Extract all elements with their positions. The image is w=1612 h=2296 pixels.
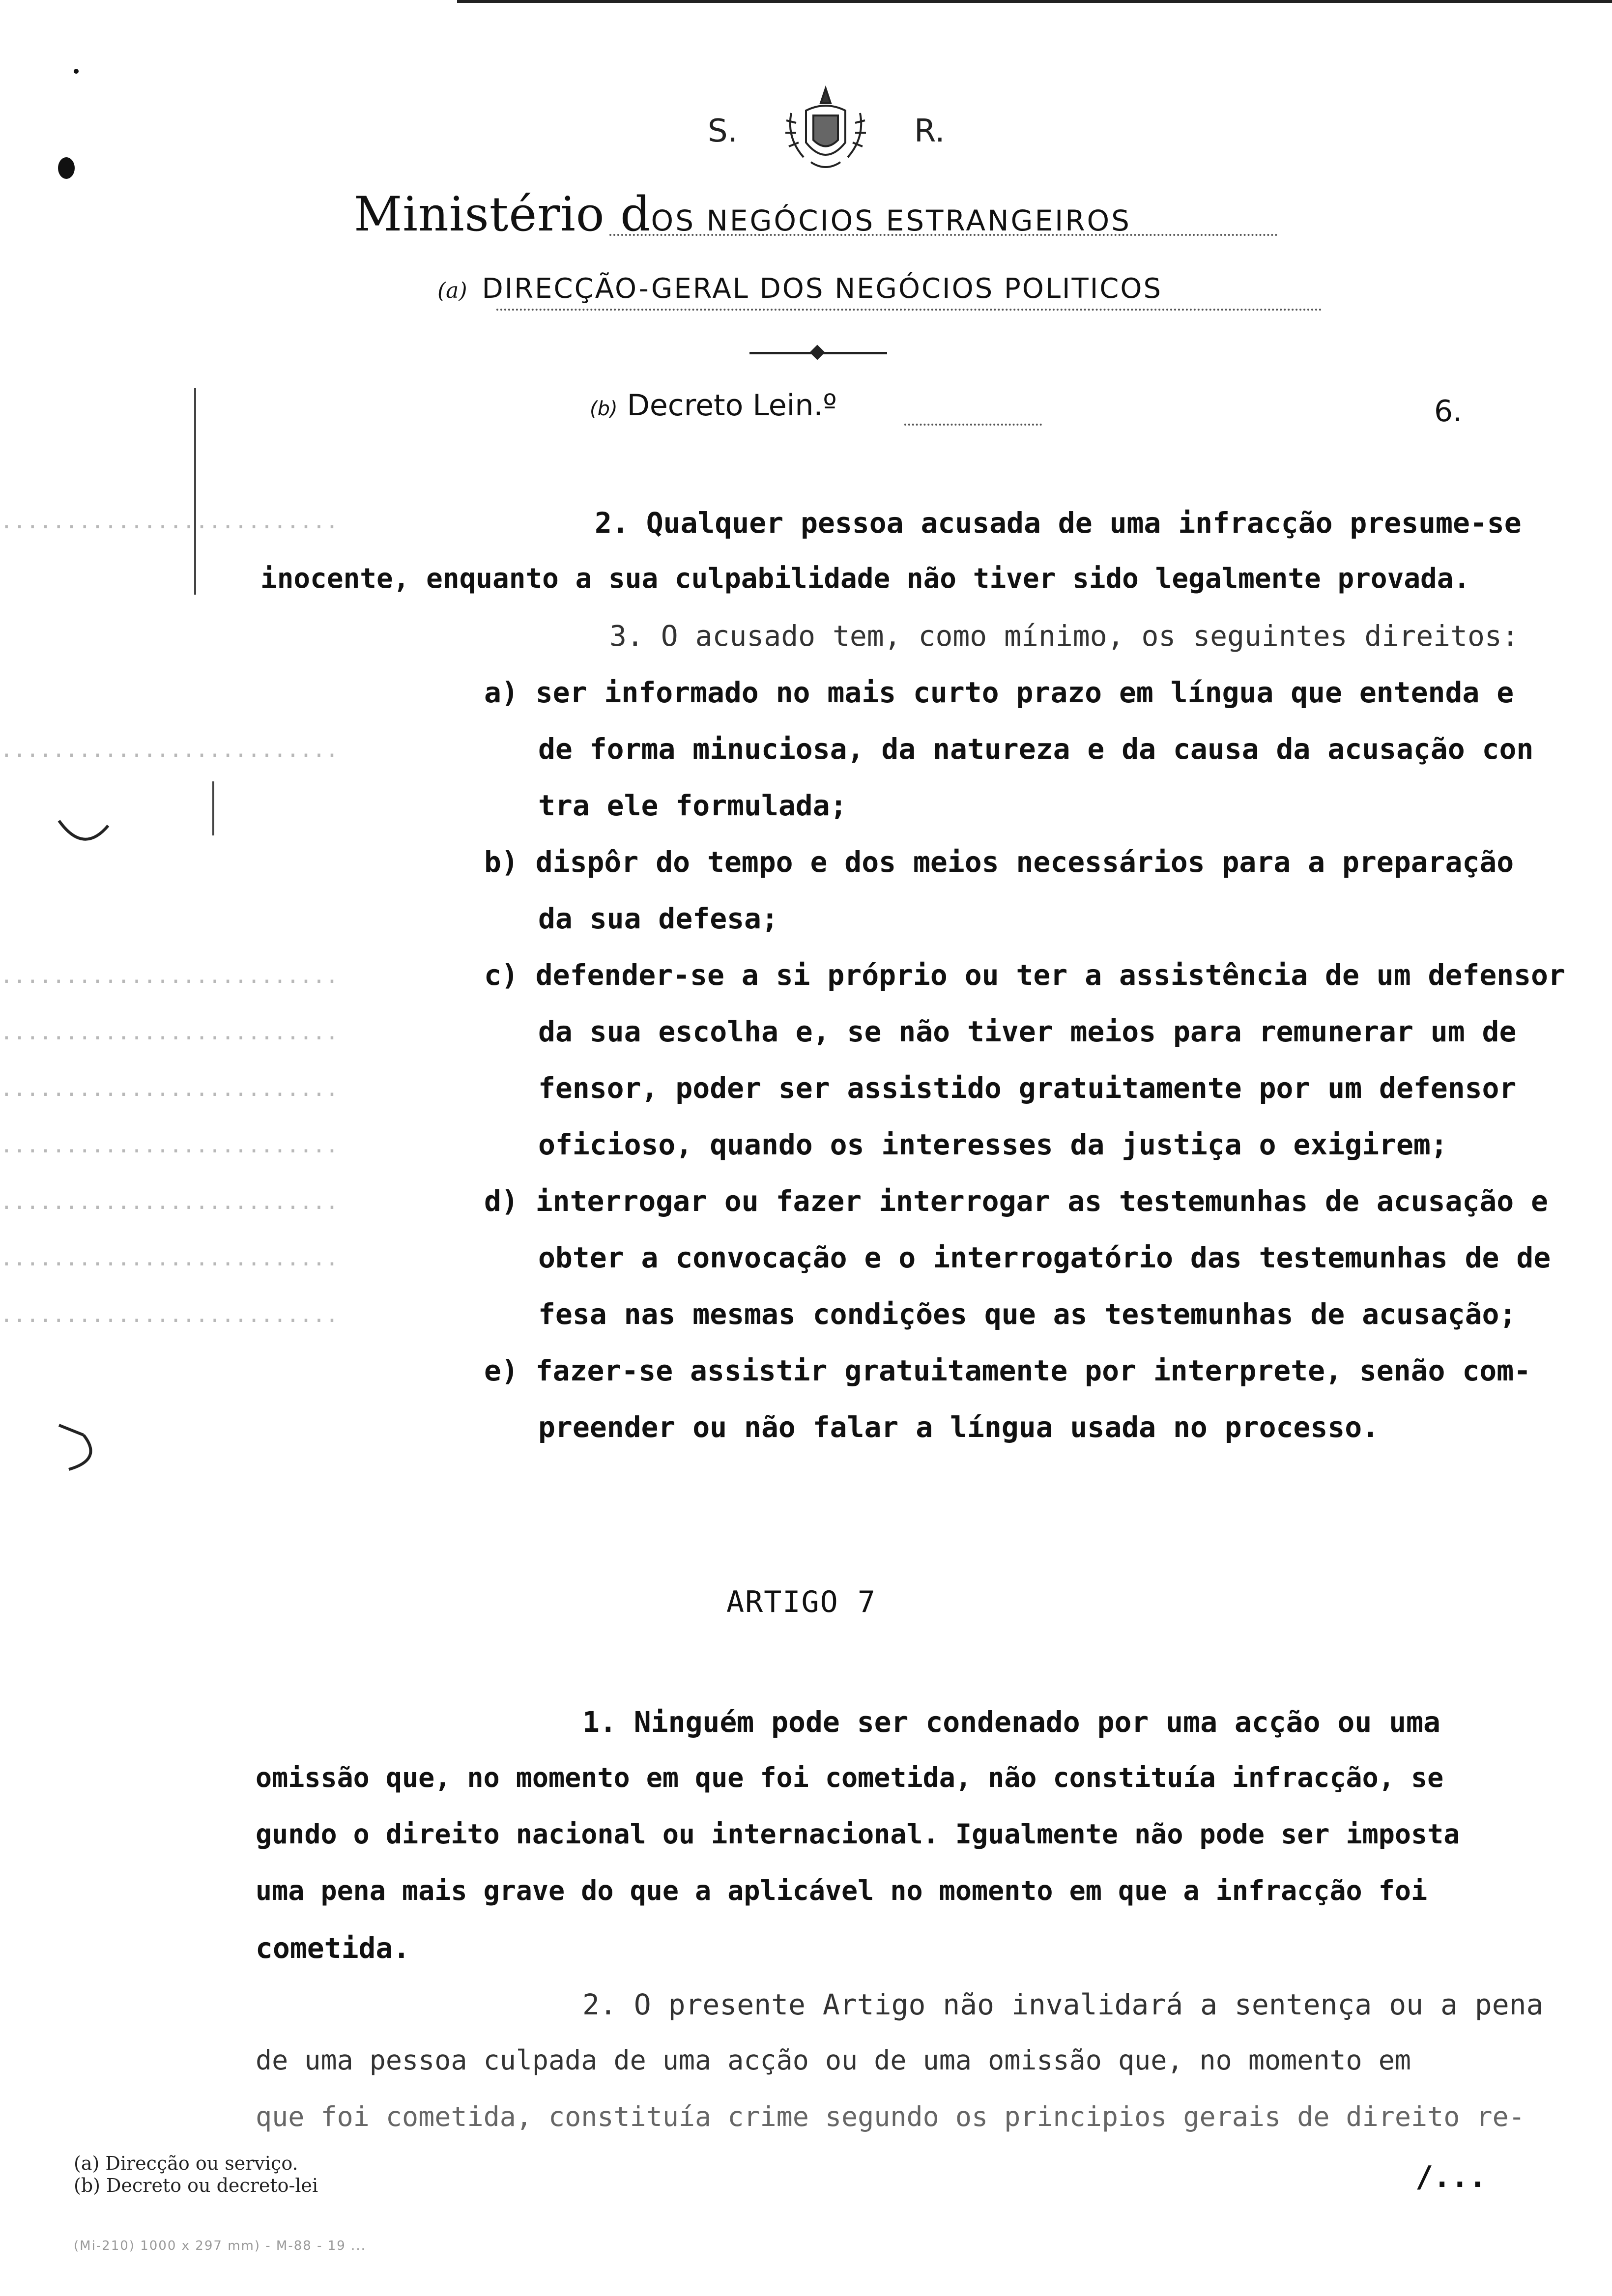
body-line: 3. O acusado tem, como mínimo, os seguintes direitos: xyxy=(609,619,1519,653)
body-line: de uma pessoa culpada de uma acção ou de uma omissão que, no momento em xyxy=(256,2044,1411,2076)
letterhead-s: S. xyxy=(708,113,738,149)
ministry-word: Ministério d xyxy=(354,187,651,242)
bleed-through-text: .......................... xyxy=(0,1133,339,1158)
decreto-line xyxy=(590,388,837,423)
dotted-line xyxy=(496,309,1322,311)
coat-of-arms-icon xyxy=(777,84,875,177)
body-line: c) defender-se a si próprio ou ter a assistência de um defensor xyxy=(484,958,1565,992)
body-line: da sua defesa; xyxy=(538,902,778,935)
ink-speck xyxy=(74,69,79,74)
bleed-through-text: .......................... xyxy=(0,1302,339,1327)
body-line: que foi cometida, constituía crime segundo os principios gerais de direito re- xyxy=(256,2101,1525,2132)
footnote-b: (b) Decreto ou decreto-lei xyxy=(74,2175,318,2196)
body-line: 1. Ninguém pode ser condenado por uma acção ou uma xyxy=(582,1705,1440,1739)
bleed-through-text: .......................... xyxy=(0,1189,339,1214)
body-line: omissão que, no momento em que foi cometida, não constituía infracção, se xyxy=(256,1762,1444,1793)
body-line: fesa nas mesmas condições que as testemunhas de acusação; xyxy=(538,1297,1517,1331)
body-line: 2. O presente Artigo não invalidará a sentença ou a pena xyxy=(582,1988,1544,2021)
top-rule xyxy=(457,0,1612,3)
decreto-text: Decreto Lein.º xyxy=(627,388,837,423)
dotted-line xyxy=(609,234,1278,236)
ink-blot xyxy=(58,157,75,179)
margin-mark xyxy=(49,1415,113,1474)
body-line: oficioso, quando os interesses da justiça o exigirem; xyxy=(538,1128,1448,1161)
ministry-name: OS NEGÓCIOS ESTRANGEIROS xyxy=(651,204,1131,237)
letterhead-r: R. xyxy=(914,113,945,149)
body-line: d) interrogar ou fazer interrogar as testemunhas de acusação e xyxy=(484,1184,1548,1218)
article-heading: ARTIGO 7 xyxy=(726,1585,876,1619)
bleed-through-text: .......................... xyxy=(0,1020,339,1045)
decreto-label: (b) xyxy=(590,398,618,420)
margin-line xyxy=(212,781,214,835)
page-number: 6. xyxy=(1434,394,1463,429)
body-line: b) dispôr do tempo e dos meios necessários para a preparação xyxy=(484,845,1514,879)
footnote-a: (a) Direcção ou serviço. xyxy=(74,2152,298,2174)
body-line: preender ou não falar a língua usada no processo. xyxy=(538,1410,1380,1444)
printer-imprint: (Mi-210) 1000 x 297 mm) - M-88 - 19 ... xyxy=(74,2239,366,2253)
dotted-line xyxy=(904,424,1042,426)
body-line: gundo o direito nacional ou internacional. Igualmente não pode ser imposta xyxy=(256,1818,1460,1850)
bleed-through-text: .......................... xyxy=(0,737,339,762)
continuation-mark: /... xyxy=(1415,2160,1487,2194)
body-line: cometida. xyxy=(256,1931,410,1965)
bleed-through-text: .......................... xyxy=(0,963,339,988)
bleed-through-text: .......................... xyxy=(0,1246,339,1271)
body-line: uma pena mais grave do que a aplicável no momento em que a infracção foi xyxy=(256,1875,1428,1906)
direccao-label: (a) xyxy=(437,278,467,303)
body-line: fensor, poder ser assistido gratuitamente por um defensor xyxy=(538,1071,1517,1105)
body-line: a) ser informado no mais curto prazo em língua que entenda e xyxy=(484,676,1514,709)
direccao-text: DIRECÇÃO-GERAL DOS NEGÓCIOS POLITICOS xyxy=(482,273,1163,305)
body-line: de forma minuciosa, da natureza e da causa da acusação con xyxy=(538,732,1534,766)
bleed-through-text: .......................... xyxy=(0,1076,339,1101)
margin-line xyxy=(194,388,196,595)
body-line: inocente, enquanto a sua culpabilidade não tiver sido legalmente provada. xyxy=(260,563,1470,595)
body-line: e) fazer-se assistir gratuitamente por interprete, senão com- xyxy=(484,1354,1531,1387)
margin-mark xyxy=(54,816,113,855)
diamond-icon xyxy=(809,344,825,360)
bleed-through-text: .......................... xyxy=(0,509,339,534)
body-line: da sua escolha e, se não tiver meios para remunerar um de xyxy=(538,1015,1517,1048)
direccao-line xyxy=(437,273,1162,305)
body-line: 2. Qualquer pessoa acusada de uma infracção presume-se xyxy=(595,506,1522,540)
body-line: tra ele formulada; xyxy=(538,789,847,822)
body-line: obter a convocação e o interrogatório das testemunhas de de xyxy=(538,1241,1551,1274)
letterhead xyxy=(698,84,973,182)
